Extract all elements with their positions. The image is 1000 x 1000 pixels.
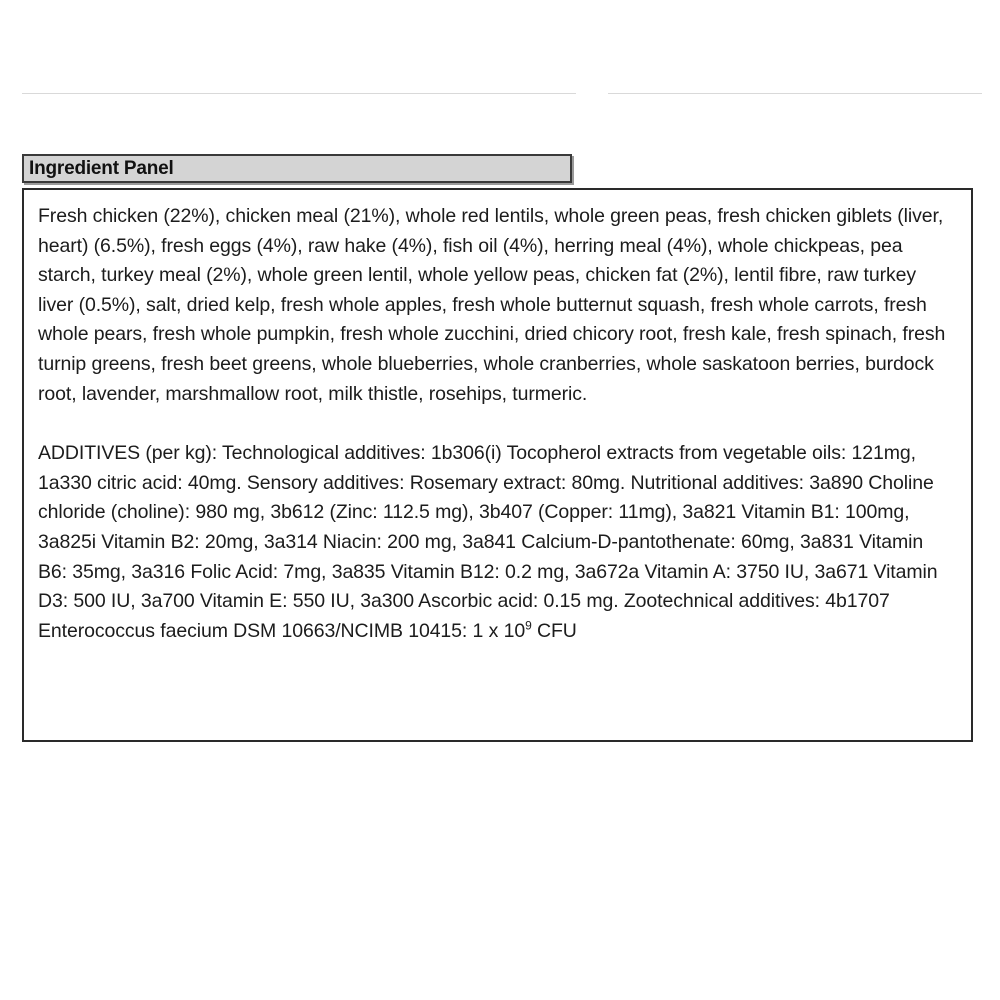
ingredients-list: Fresh chicken (22%), chicken meal (21%), whole red lentils, whole green peas, fresh chicken giblets (liver, heart) (6.5%), fresh eggs (4%), raw hake (4%), fish oil (4%), herring meal (4%), whole chickpeas, pea starch, turkey meal (2%), whole green lentil, whole yellow peas, chicken fat (2%), lentil fibre, raw turkey liver (0.5%), salt, dried kelp, fresh whole apples, fresh whole butternut squash, fresh whole carrots, fresh whole pears, fresh whole pumpkin, fresh whole zucchini, dried chicory root, fresh kale, fresh spinach, fresh turnip greens, fresh beet greens, whole blueberries, whole cranberries, whole saskatoon berries, burdock root, lavender, marshmallow root, milk thistle, rosehips, turmeric. bbox=[38, 205, 946, 405]
cfu-exponent: 9 bbox=[525, 618, 532, 633]
additives-list bbox=[38, 439, 956, 646]
ingredient-panel-content bbox=[38, 202, 956, 646]
ingredient-panel-header bbox=[22, 154, 572, 183]
ingredient-panel-box bbox=[22, 188, 973, 742]
additives-text: ADDITIVES (per kg): Technological additives: 1b306(i) Tocopherol extracts from vegetable oils: 121mg, 1a330 citric acid: 40mg. Sensory additives: Rosemary extract: 80mg. Nutritional additives: 3a890 Choline chloride (choline): 980 mg, 3b612 (Zinc: 112.5 mg), 3b407 (Copper: 11mg), 3a821 Vitamin B1: 100mg, 3a825i Vitamin B2: 20mg, 3a314 Niacin: 200 mg, 3a841 Calcium-D-pantothenate: 60mg, 3a831 Vitamin B6: 35mg, 3a316 Folic Acid: 7mg, 3a835 Vitamin B12: 0.2 mg, 3a672a Vitamin A: 3750 IU, 3a671 Vitamin D3: 500 IU, 3a700 Vitamin E: 550 IU, 3a300 Ascorbic acid: 0.15 mg. Zootechnical additives: 4b1707 Enterococcus faecium DSM 10663/NCIMB 10415: 1 x 10 bbox=[38, 442, 938, 642]
top-divider-right bbox=[608, 93, 982, 94]
panel-title: Ingredient Panel bbox=[29, 158, 174, 179]
cfu-unit: CFU bbox=[531, 619, 577, 642]
top-divider-left bbox=[22, 93, 576, 94]
